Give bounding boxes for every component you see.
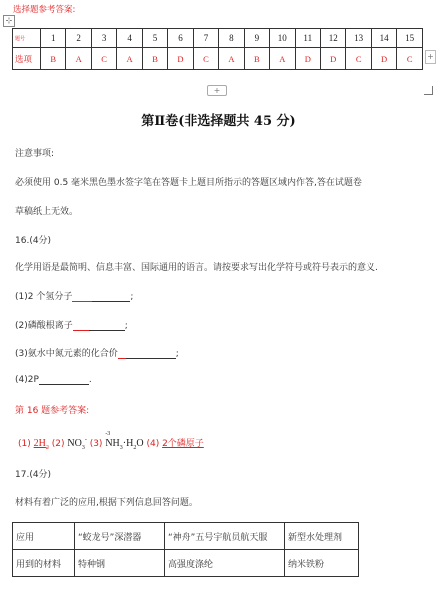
- answer-option-cell: C: [91, 48, 116, 70]
- table-cell: 应用: [13, 523, 75, 550]
- option-row-label: 选项: [13, 48, 41, 70]
- table-resize-handle[interactable]: [424, 86, 433, 95]
- answer-option-cell: C: [397, 48, 423, 70]
- q16-blank-3[interactable]: [118, 348, 176, 359]
- notice-heading: 注意事项:: [15, 149, 55, 159]
- q16-answer-4: 2个磷原子: [162, 439, 204, 449]
- q16-answer-1: $2H_2$: [33, 438, 49, 451]
- q16-reference-answers: [18, 431, 204, 451]
- question-number-cell: 15: [397, 29, 423, 48]
- q17-table-row-application: [13, 523, 359, 550]
- answer-option-cell: D: [320, 48, 345, 70]
- q17-table-row-material: [13, 550, 359, 577]
- q16-part-1: [15, 289, 133, 302]
- question-number-cell: 7: [193, 29, 218, 48]
- answer-option-cell: B: [41, 48, 66, 70]
- q16-part-4-end: .: [88, 375, 92, 385]
- q16-number: 16.(4分): [15, 236, 52, 246]
- question-number-row: [13, 29, 423, 48]
- notice-line-1: 必须使用 0.5 毫米黑色墨水签字笔在答题卡上题目所指示的答题区域内作答,答在试题卷: [15, 178, 362, 188]
- q16-part-2-text: (2)磷酸根离子: [15, 321, 73, 331]
- number-row-label: 题号: [13, 29, 41, 48]
- q16-part-3-text: (3)氨水中氮元素的化合价: [15, 349, 118, 359]
- question-number-cell: 5: [142, 29, 167, 48]
- answer-option-cell: A: [66, 48, 91, 70]
- q16-stem: 化学用语是最简明、信息丰富、国际通用的语言。请按要求写出化学符号或符号表示的意义.: [15, 263, 378, 273]
- q16-part-4: [15, 374, 92, 385]
- answer-option-cell: A: [117, 48, 142, 70]
- choice-answer-table: [12, 28, 423, 70]
- q17-stem: 材料有着广泛的应用,根据下列信息回答问题。: [15, 498, 198, 508]
- q16-part-3-end: ;: [175, 349, 179, 359]
- q16-blank-1[interactable]: [72, 291, 130, 302]
- question-number-cell: 1: [41, 29, 66, 48]
- question-number-cell: 6: [168, 29, 193, 48]
- choice-answer-heading: 选择题参考答案:: [13, 5, 76, 15]
- q16-answer-label-2: (2): [51, 439, 65, 449]
- answer-option-cell: A: [219, 48, 244, 70]
- answer-option-cell: B: [142, 48, 167, 70]
- answer-option-cell: D: [168, 48, 193, 70]
- answer-option-cell: D: [371, 48, 396, 70]
- answer-option-cell: B: [244, 48, 269, 70]
- question-number-cell: 10: [270, 29, 295, 48]
- question-number-cell: 9: [244, 29, 269, 48]
- q16-part-2-end: ;: [124, 321, 128, 331]
- q16-answer-2: $NO_3^-$: [67, 437, 87, 451]
- table-cell: 高强度涤纶: [165, 550, 285, 577]
- q16-reference-heading: 第 16 题参考答案:: [15, 406, 90, 416]
- add-column-button[interactable]: +: [425, 50, 436, 64]
- answer-option-cell: A: [270, 48, 295, 70]
- question-number-cell: 14: [371, 29, 396, 48]
- part-two-title: 第Ⅱ卷(非选择题共 45 分): [141, 114, 296, 129]
- q16-part-1-end: ;: [130, 292, 134, 302]
- table-cell: 用到的材料: [13, 550, 75, 577]
- notice-line-2: 草稿纸上无效。: [15, 207, 79, 217]
- q16-answer-label-3: (3): [89, 439, 103, 449]
- q17-materials-table: [12, 522, 359, 577]
- answer-option-cell: C: [346, 48, 371, 70]
- table-cell: 新型水处理剂: [285, 523, 359, 550]
- table-cell: “蛟龙号”深潜器: [75, 523, 165, 550]
- q16-blank-4[interactable]: [39, 374, 89, 385]
- q16-answer-label-1: (1): [18, 439, 31, 449]
- q16-part-1-text: (1)2 个氢分子: [15, 292, 73, 302]
- question-number-cell: 13: [346, 29, 371, 48]
- q16-part-4-text: (4)2P: [15, 375, 39, 385]
- q17-number: 17.(4分): [15, 470, 52, 480]
- table-cell: “神舟”五号宇航员航天服: [165, 523, 285, 550]
- add-row-button[interactable]: +: [207, 85, 227, 96]
- table-move-handle[interactable]: ⊹: [3, 15, 15, 27]
- question-number-cell: 12: [320, 29, 345, 48]
- answer-option-row: [13, 48, 423, 70]
- question-number-cell: 4: [117, 29, 142, 48]
- q16-answer-label-4: (4): [146, 439, 160, 449]
- q16-blank-2[interactable]: [73, 320, 125, 331]
- q16-answer-3: -3 $NH_3\cdot H_2O$: [105, 431, 144, 451]
- question-number-cell: 8: [219, 29, 244, 48]
- question-number-cell: 2: [66, 29, 91, 48]
- question-number-cell: 11: [295, 29, 320, 48]
- answer-option-cell: D: [295, 48, 320, 70]
- q16-part-2: [15, 318, 128, 331]
- table-cell: 纳米铁粉: [285, 550, 359, 577]
- q16-part-3: [15, 346, 179, 359]
- table-cell: 特种钢: [75, 550, 165, 577]
- answer-option-cell: C: [193, 48, 218, 70]
- question-number-cell: 3: [91, 29, 116, 48]
